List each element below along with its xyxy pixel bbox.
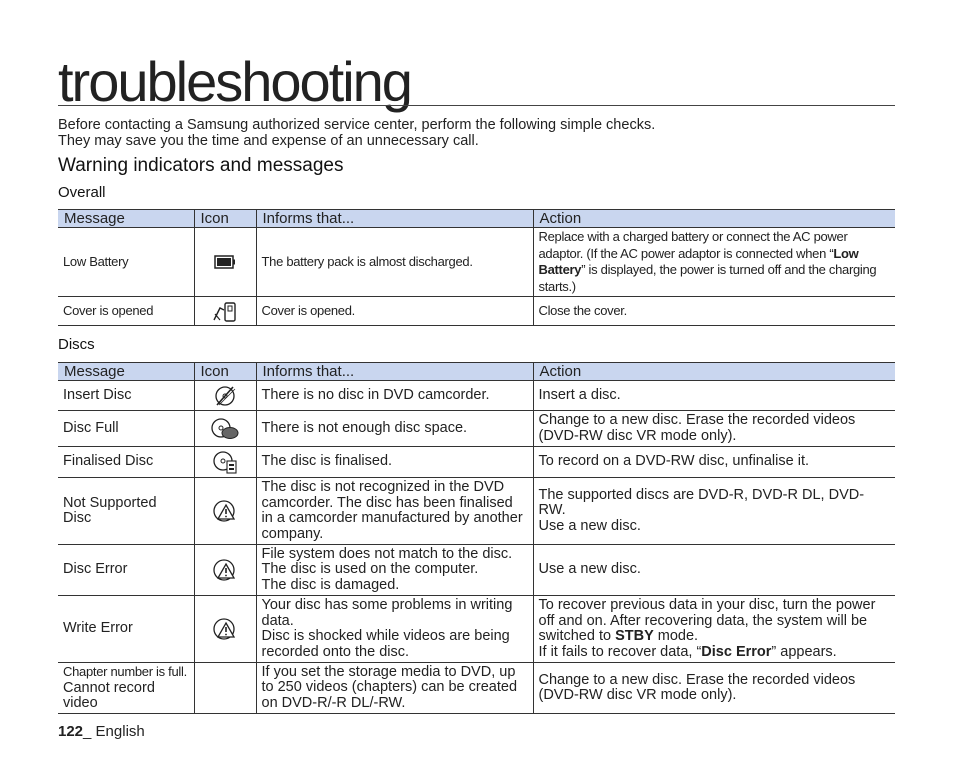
page-title: troubleshooting xyxy=(58,50,411,113)
icon-cell xyxy=(194,545,256,596)
icon-cell xyxy=(194,478,256,545)
message-line: Cannot record video xyxy=(63,679,155,712)
icon-cell xyxy=(194,297,256,326)
header-message: Message xyxy=(58,210,194,228)
header-action: Action xyxy=(533,210,895,228)
informs-cell: There is no disc in DVD camcorder. xyxy=(256,381,533,411)
discs-title: Discs xyxy=(58,336,95,353)
action-cell xyxy=(533,596,895,663)
action-cell: Change to a new disc. Erase the recorded videos (DVD-RW disc VR mode only). xyxy=(533,411,895,447)
finalised-disc-icon xyxy=(212,450,238,474)
table-row xyxy=(58,381,895,411)
action-text: If it fails to recover data, “ xyxy=(538,643,702,660)
action-line: Use a new disc. xyxy=(538,517,641,534)
informs-cell xyxy=(256,596,533,663)
disc-warning-icon xyxy=(212,558,238,582)
footer-language: English xyxy=(95,723,145,740)
icon-cell xyxy=(194,228,256,297)
header-icon: Icon xyxy=(194,210,256,228)
footer-separator: _ xyxy=(83,723,96,740)
action-text: Replace with a charged battery or connect the AC power adaptor. (If the AC power adaptor is connected when “ xyxy=(538,229,848,261)
informs-cell: The disc is not recognized in the DVD camcorder. The disc has been finalised in a camcorder manufactured by another company. xyxy=(256,478,533,545)
intro-line-2: They may save you the time and expense of an unnecessary call. xyxy=(58,133,479,149)
section-title: Warning indicators and messages xyxy=(58,155,344,176)
intro-text xyxy=(58,117,655,149)
message-cell: Cover is opened xyxy=(58,297,194,326)
informs-line: The disc is used on the computer. xyxy=(261,561,479,578)
message-cell: Finalised Disc xyxy=(58,447,194,478)
action-text: ” is displayed, the power is turned off and the charging starts.) xyxy=(538,262,877,294)
icon-cell xyxy=(194,381,256,411)
discs-header-row xyxy=(58,363,895,381)
disc-full-icon xyxy=(208,417,242,441)
informs-line: Disc is shocked while videos are being recorded onto the disc. xyxy=(261,628,510,660)
no-disc-icon xyxy=(213,385,237,407)
cover-opened-icon xyxy=(212,300,238,322)
title-rule xyxy=(58,105,895,106)
informs-cell: There is not enough disc space. xyxy=(256,411,533,447)
disc-warning-icon xyxy=(212,617,238,641)
action-cell: Change to a new disc. Erase the recorded videos (DVD-RW disc VR mode only). xyxy=(533,663,895,714)
header-icon: Icon xyxy=(194,363,256,381)
informs-cell: Cover is opened. xyxy=(256,297,533,326)
action-cell xyxy=(533,478,895,545)
action-cell: To record on a DVD-RW disc, unfinalise it. xyxy=(533,447,895,478)
informs-cell: The battery pack is almost discharged. xyxy=(256,228,533,297)
action-line: The supported discs are DVD-R, DVD-R DL, DVD-RW. xyxy=(538,486,865,519)
action-cell xyxy=(533,228,895,297)
action-cell: Use a new disc. xyxy=(533,545,895,596)
discs-table xyxy=(58,362,895,714)
action-cell: Close the cover. xyxy=(533,297,895,326)
header-informs: Informs that... xyxy=(256,363,533,381)
icon-cell xyxy=(194,411,256,447)
message-cell: Insert Disc xyxy=(58,381,194,411)
battery-low-icon xyxy=(214,254,236,270)
message-line: Chapter number is full. xyxy=(63,664,187,680)
table-row xyxy=(58,297,895,326)
overall-title: Overall xyxy=(58,184,106,201)
action-bold-text: Disc Error xyxy=(701,643,772,660)
message-cell: Low Battery xyxy=(58,228,194,297)
action-text: To recover previous data in your disc, turn the power off and on. After recovering data, the system will be switched to xyxy=(538,597,876,644)
icon-cell xyxy=(194,447,256,478)
message-cell: Not Supported Disc xyxy=(58,478,194,545)
header-message: Message xyxy=(58,363,194,381)
action-text: ” appears. xyxy=(771,643,837,660)
icon-cell xyxy=(194,663,256,714)
table-row xyxy=(58,228,895,297)
disc-warning-icon xyxy=(212,499,238,523)
informs-cell: The disc is finalised. xyxy=(256,447,533,478)
table-row xyxy=(58,478,895,545)
message-cell: Disc Full xyxy=(58,411,194,447)
table-row xyxy=(58,663,895,714)
informs-line: The disc is damaged. xyxy=(261,576,400,593)
header-action: Action xyxy=(533,363,895,381)
header-informs: Informs that... xyxy=(256,210,533,228)
informs-cell: If you set the storage media to DVD, up to 250 videos (chapters) can be created on DVD-R/-R DL/-RW. xyxy=(256,663,533,714)
table-row xyxy=(58,596,895,663)
overall-table xyxy=(58,209,895,326)
page-number: 122 xyxy=(58,723,84,740)
intro-line-1: Before contacting a Samsung authorized service center, perform the following simple checks. xyxy=(58,117,656,133)
action-bold-text: STBY xyxy=(615,628,654,644)
table-row xyxy=(58,447,895,478)
informs-cell xyxy=(256,545,533,596)
table-row xyxy=(58,411,895,447)
overall-header-row xyxy=(58,210,895,228)
message-cell: Disc Error xyxy=(58,545,194,596)
table-row xyxy=(58,545,895,596)
informs-line: File system does not match to the disc. xyxy=(261,545,513,562)
icon-cell xyxy=(194,596,256,663)
action-bold-text: Low Battery xyxy=(538,245,859,277)
action-cell: Insert a disc. xyxy=(533,381,895,411)
informs-line: Your disc has some problems in writing data. xyxy=(261,597,513,629)
action-text: mode. xyxy=(653,628,699,644)
page-footer xyxy=(58,723,145,740)
message-cell xyxy=(58,663,194,714)
message-cell: Write Error xyxy=(58,596,194,663)
